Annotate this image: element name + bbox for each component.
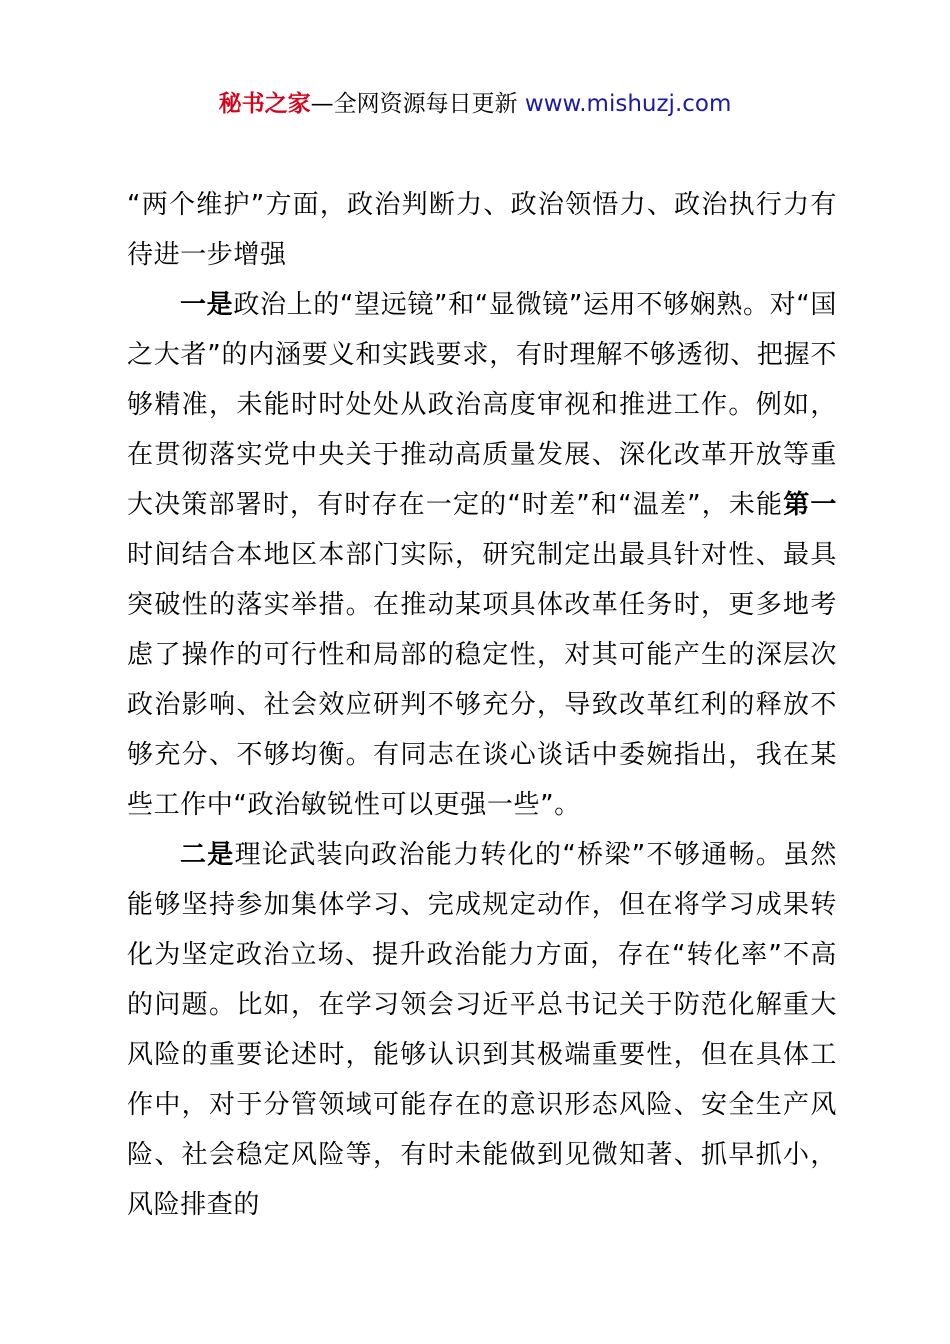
page-header (0, 84, 950, 124)
point-two-lead: 二是 (180, 840, 235, 870)
paragraph-text: “两个维护”方面，政治判断力、政治领悟力、政治执行力有待进一步增强 (127, 190, 837, 270)
header-tagline: —全网资源每日更新 (310, 91, 525, 117)
point-one-bold-mid: 第一 (783, 490, 838, 520)
brand-name: 秘书之家 (218, 91, 311, 117)
point-one-text-b: 时间结合本地区本部门实际，研究制定出最具针对性、最具突破性的落实举措。在推动某项具体改革任务时，更多地考虑了操作的可行性和局部的稳定性，对其可能产生的深层次政治影响、社会效应研判不够充分，导致改革红利的释放不够充分、不够均衡。有同志在谈心谈话中委婉指出，我在某些工作中“政治敏锐性可以更强一些”。 (127, 540, 837, 820)
paragraph-heading-fragment (127, 180, 837, 280)
point-one-text-a: 政治上的“望远镜”和“显微镜”运用不够娴熟。对“国之大者”的内涵要义和实践要求，有时理解不够透彻、把握不够精准，未能时时处处从政治高度审视和推进工作。例如，在贯彻落实党中央关于推动高质量发展、深化改革开放等重大决策部署时，有时存在一定的“时差”和“温差”，未能 (127, 290, 837, 520)
paragraph-point-two (127, 830, 837, 1230)
paragraph-point-one (127, 280, 837, 830)
site-url-link[interactable]: www.mishuzj.com (524, 91, 732, 117)
point-one-lead: 一是 (180, 290, 234, 320)
document-body (127, 180, 837, 1230)
point-two-text: 理论武装向政治能力转化的“桥梁”不够通畅。虽然能够坚持参加集体学习、完成规定动作，但在将学习成果转化为坚定政治立场、提升政治能力方面，存在“转化率”不高的问题。比如，在学习领会习近平总书记关于防范化解重大风险的重要论述时，能够认识到其极端重要性，但在具体工作中，对于分管领域可能存在的意识形态风险、安全生产风险、社会稳定风险等，有时未能做到见微知著、抓早抓小，风险排查的 (127, 840, 837, 1220)
